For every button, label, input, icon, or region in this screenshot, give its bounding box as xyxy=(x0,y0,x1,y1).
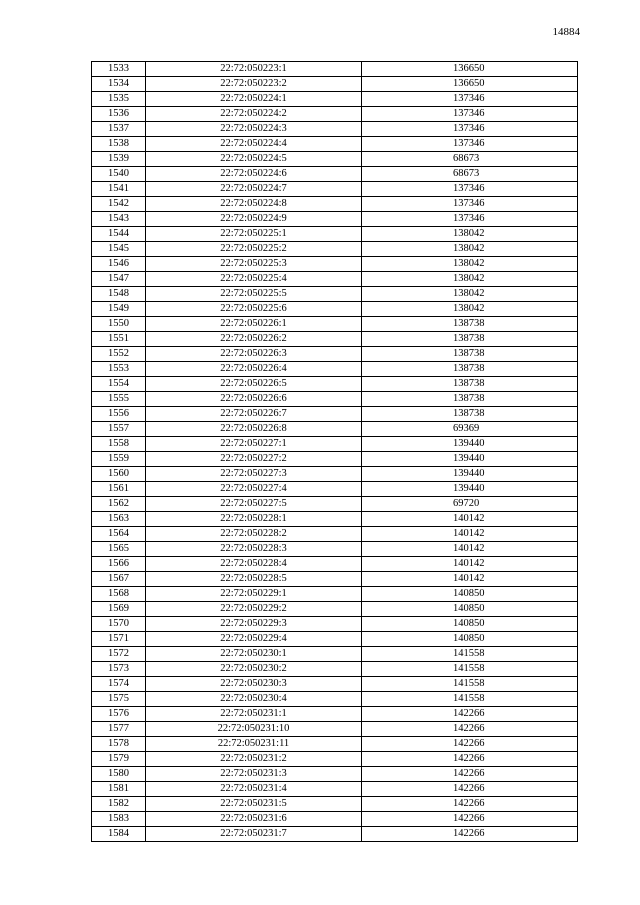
value-cell: 142266 xyxy=(362,752,578,767)
table-row xyxy=(92,122,578,137)
value-cell: 140850 xyxy=(362,587,578,602)
row-number-cell: 1582 xyxy=(92,797,146,812)
row-number-cell: 1567 xyxy=(92,572,146,587)
cadastral-number-cell: 22:72:050226:8 xyxy=(146,422,362,437)
row-number-cell: 1544 xyxy=(92,227,146,242)
value-cell: 69720 xyxy=(362,497,578,512)
row-number-cell: 1548 xyxy=(92,287,146,302)
row-number-cell: 1560 xyxy=(92,467,146,482)
row-number-cell: 1535 xyxy=(92,92,146,107)
table-row xyxy=(92,272,578,287)
table-row xyxy=(92,662,578,677)
table-row xyxy=(92,152,578,167)
cadastral-number-cell: 22:72:050230:4 xyxy=(146,692,362,707)
value-cell: 139440 xyxy=(362,437,578,452)
table-row xyxy=(92,482,578,497)
table-row xyxy=(92,692,578,707)
cadastral-number-cell: 22:72:050228:3 xyxy=(146,542,362,557)
table-row xyxy=(92,257,578,272)
row-number-cell: 1538 xyxy=(92,137,146,152)
value-cell: 138738 xyxy=(362,392,578,407)
cadastral-number-cell: 22:72:050226:5 xyxy=(146,377,362,392)
cadastral-number-cell: 22:72:050225:1 xyxy=(146,227,362,242)
table-row xyxy=(92,347,578,362)
value-cell: 138738 xyxy=(362,317,578,332)
table-row xyxy=(92,317,578,332)
table-row xyxy=(92,542,578,557)
cadastral-number-cell: 22:72:050229:4 xyxy=(146,632,362,647)
table-row xyxy=(92,722,578,737)
row-number-cell: 1565 xyxy=(92,542,146,557)
table-row xyxy=(92,422,578,437)
row-number-cell: 1570 xyxy=(92,617,146,632)
cadastral-number-cell: 22:72:050227:1 xyxy=(146,437,362,452)
table-row xyxy=(92,392,578,407)
value-cell: 142266 xyxy=(362,737,578,752)
cadastral-number-cell: 22:72:050231:6 xyxy=(146,812,362,827)
value-cell: 137346 xyxy=(362,212,578,227)
table-row xyxy=(92,797,578,812)
row-number-cell: 1573 xyxy=(92,662,146,677)
value-cell: 142266 xyxy=(362,782,578,797)
row-number-cell: 1577 xyxy=(92,722,146,737)
row-number-cell: 1566 xyxy=(92,557,146,572)
table-row xyxy=(92,377,578,392)
cadastral-number-cell: 22:72:050228:4 xyxy=(146,557,362,572)
cadastral-number-cell: 22:72:050226:6 xyxy=(146,392,362,407)
value-cell: 137346 xyxy=(362,137,578,152)
table-row xyxy=(92,752,578,767)
row-number-cell: 1554 xyxy=(92,377,146,392)
cadastral-number-cell: 22:72:050225:4 xyxy=(146,272,362,287)
cadastral-number-cell: 22:72:050224:7 xyxy=(146,182,362,197)
cadastral-number-cell: 22:72:050227:2 xyxy=(146,452,362,467)
row-number-cell: 1578 xyxy=(92,737,146,752)
row-number-cell: 1583 xyxy=(92,812,146,827)
row-number-cell: 1540 xyxy=(92,167,146,182)
table-row xyxy=(92,407,578,422)
table-row xyxy=(92,737,578,752)
row-number-cell: 1534 xyxy=(92,77,146,92)
cadastral-number-cell: 22:72:050225:5 xyxy=(146,287,362,302)
row-number-cell: 1558 xyxy=(92,437,146,452)
cadastral-number-cell: 22:72:050224:4 xyxy=(146,137,362,152)
value-cell: 138738 xyxy=(362,377,578,392)
value-cell: 137346 xyxy=(362,92,578,107)
table-row xyxy=(92,137,578,152)
cadastral-number-cell: 22:72:050230:2 xyxy=(146,662,362,677)
table-row xyxy=(92,212,578,227)
value-cell: 137346 xyxy=(362,197,578,212)
row-number-cell: 1551 xyxy=(92,332,146,347)
row-number-cell: 1553 xyxy=(92,362,146,377)
cadastral-number-cell: 22:72:050224:8 xyxy=(146,197,362,212)
cadastral-number-cell: 22:72:050227:5 xyxy=(146,497,362,512)
row-number-cell: 1563 xyxy=(92,512,146,527)
cadastral-number-cell: 22:72:050224:5 xyxy=(146,152,362,167)
row-number-cell: 1556 xyxy=(92,407,146,422)
value-cell: 139440 xyxy=(362,467,578,482)
table-row xyxy=(92,467,578,482)
cadastral-number-cell: 22:72:050231:2 xyxy=(146,752,362,767)
cadastral-number-cell: 22:72:050231:1 xyxy=(146,707,362,722)
value-cell: 140142 xyxy=(362,572,578,587)
value-cell: 141558 xyxy=(362,647,578,662)
row-number-cell: 1546 xyxy=(92,257,146,272)
value-cell: 138042 xyxy=(362,302,578,317)
table-row xyxy=(92,362,578,377)
value-cell: 68673 xyxy=(362,167,578,182)
row-number-cell: 1533 xyxy=(92,62,146,77)
cadastral-number-cell: 22:72:050228:1 xyxy=(146,512,362,527)
value-cell: 136650 xyxy=(362,62,578,77)
row-number-cell: 1545 xyxy=(92,242,146,257)
value-cell: 140142 xyxy=(362,542,578,557)
cadastral-number-cell: 22:72:050224:1 xyxy=(146,92,362,107)
row-number-cell: 1541 xyxy=(92,182,146,197)
cadastral-number-cell: 22:72:050224:9 xyxy=(146,212,362,227)
value-cell: 140850 xyxy=(362,617,578,632)
value-cell: 138042 xyxy=(362,242,578,257)
row-number-cell: 1547 xyxy=(92,272,146,287)
value-cell: 142266 xyxy=(362,767,578,782)
value-cell: 137346 xyxy=(362,107,578,122)
cadastral-number-cell: 22:72:050230:3 xyxy=(146,677,362,692)
row-number-cell: 1568 xyxy=(92,587,146,602)
table-row xyxy=(92,602,578,617)
table-row xyxy=(92,332,578,347)
cadastral-number-cell: 22:72:050231:11 xyxy=(146,737,362,752)
table-row xyxy=(92,557,578,572)
cadastral-number-cell: 22:72:050225:2 xyxy=(146,242,362,257)
value-cell: 138738 xyxy=(362,347,578,362)
table-row xyxy=(92,812,578,827)
table-row xyxy=(92,287,578,302)
value-cell: 138738 xyxy=(362,407,578,422)
cadastral-number-cell: 22:72:050224:6 xyxy=(146,167,362,182)
cadastral-number-cell: 22:72:050224:3 xyxy=(146,122,362,137)
row-number-cell: 1584 xyxy=(92,827,146,842)
cadastral-number-cell: 22:72:050229:1 xyxy=(146,587,362,602)
table-row xyxy=(92,452,578,467)
row-number-cell: 1542 xyxy=(92,197,146,212)
value-cell: 137346 xyxy=(362,122,578,137)
value-cell: 69369 xyxy=(362,422,578,437)
value-cell: 140142 xyxy=(362,557,578,572)
row-number-cell: 1576 xyxy=(92,707,146,722)
table-row xyxy=(92,587,578,602)
table-row xyxy=(92,572,578,587)
row-number-cell: 1574 xyxy=(92,677,146,692)
value-cell: 140142 xyxy=(362,527,578,542)
row-number-cell: 1572 xyxy=(92,647,146,662)
data-table xyxy=(91,61,578,842)
cadastral-number-cell: 22:72:050231:7 xyxy=(146,827,362,842)
table-row xyxy=(92,512,578,527)
table-row xyxy=(92,782,578,797)
value-cell: 138042 xyxy=(362,227,578,242)
table-row xyxy=(92,167,578,182)
table-row xyxy=(92,497,578,512)
row-number-cell: 1543 xyxy=(92,212,146,227)
row-number-cell: 1552 xyxy=(92,347,146,362)
table-row xyxy=(92,617,578,632)
cadastral-number-cell: 22:72:050226:4 xyxy=(146,362,362,377)
value-cell: 140142 xyxy=(362,512,578,527)
cadastral-number-cell: 22:72:050227:3 xyxy=(146,467,362,482)
cadastral-number-cell: 22:72:050231:10 xyxy=(146,722,362,737)
cadastral-number-cell: 22:72:050228:2 xyxy=(146,527,362,542)
cadastral-number-cell: 22:72:050223:2 xyxy=(146,77,362,92)
table-row xyxy=(92,632,578,647)
table-row xyxy=(92,197,578,212)
row-number-cell: 1569 xyxy=(92,602,146,617)
cadastral-number-cell: 22:72:050226:7 xyxy=(146,407,362,422)
page-number: 14884 xyxy=(552,26,580,38)
row-number-cell: 1536 xyxy=(92,107,146,122)
cadastral-number-cell: 22:72:050226:2 xyxy=(146,332,362,347)
value-cell: 136650 xyxy=(362,77,578,92)
table-row xyxy=(92,107,578,122)
row-number-cell: 1562 xyxy=(92,497,146,512)
value-cell: 139440 xyxy=(362,452,578,467)
value-cell: 141558 xyxy=(362,662,578,677)
table-row xyxy=(92,227,578,242)
cadastral-number-cell: 22:72:050231:3 xyxy=(146,767,362,782)
value-cell: 140850 xyxy=(362,632,578,647)
row-number-cell: 1559 xyxy=(92,452,146,467)
row-number-cell: 1571 xyxy=(92,632,146,647)
cadastral-number-cell: 22:72:050229:2 xyxy=(146,602,362,617)
cadastral-number-cell: 22:72:050231:5 xyxy=(146,797,362,812)
table-row xyxy=(92,62,578,77)
row-number-cell: 1561 xyxy=(92,482,146,497)
cadastral-number-cell: 22:72:050229:3 xyxy=(146,617,362,632)
value-cell: 138042 xyxy=(362,287,578,302)
value-cell: 138738 xyxy=(362,362,578,377)
value-cell: 140850 xyxy=(362,602,578,617)
cadastral-number-cell: 22:72:050228:5 xyxy=(146,572,362,587)
row-number-cell: 1564 xyxy=(92,527,146,542)
table-row xyxy=(92,242,578,257)
value-cell: 142266 xyxy=(362,812,578,827)
value-cell: 141558 xyxy=(362,692,578,707)
row-number-cell: 1581 xyxy=(92,782,146,797)
table-row xyxy=(92,527,578,542)
row-number-cell: 1580 xyxy=(92,767,146,782)
row-number-cell: 1575 xyxy=(92,692,146,707)
table-row xyxy=(92,77,578,92)
table-row xyxy=(92,92,578,107)
value-cell: 142266 xyxy=(362,722,578,737)
cadastral-number-cell: 22:72:050223:1 xyxy=(146,62,362,77)
value-cell: 138738 xyxy=(362,332,578,347)
row-number-cell: 1557 xyxy=(92,422,146,437)
cadastral-number-cell: 22:72:050224:2 xyxy=(146,107,362,122)
table-row xyxy=(92,437,578,452)
value-cell: 142266 xyxy=(362,827,578,842)
cadastral-number-cell: 22:72:050227:4 xyxy=(146,482,362,497)
value-cell: 138042 xyxy=(362,257,578,272)
row-number-cell: 1579 xyxy=(92,752,146,767)
table-row xyxy=(92,677,578,692)
table-row xyxy=(92,767,578,782)
cadastral-number-cell: 22:72:050226:1 xyxy=(146,317,362,332)
value-cell: 139440 xyxy=(362,482,578,497)
table-row xyxy=(92,827,578,842)
row-number-cell: 1549 xyxy=(92,302,146,317)
cadastral-number-cell: 22:72:050231:4 xyxy=(146,782,362,797)
cadastral-number-cell: 22:72:050230:1 xyxy=(146,647,362,662)
row-number-cell: 1539 xyxy=(92,152,146,167)
value-cell: 141558 xyxy=(362,677,578,692)
value-cell: 142266 xyxy=(362,797,578,812)
row-number-cell: 1555 xyxy=(92,392,146,407)
row-number-cell: 1537 xyxy=(92,122,146,137)
table-row xyxy=(92,647,578,662)
table-row xyxy=(92,707,578,722)
value-cell: 68673 xyxy=(362,152,578,167)
cadastral-number-cell: 22:72:050226:3 xyxy=(146,347,362,362)
cadastral-number-cell: 22:72:050225:6 xyxy=(146,302,362,317)
row-number-cell: 1550 xyxy=(92,317,146,332)
value-cell: 137346 xyxy=(362,182,578,197)
table-row xyxy=(92,302,578,317)
table-body xyxy=(92,62,578,842)
value-cell: 142266 xyxy=(362,707,578,722)
table-row xyxy=(92,182,578,197)
value-cell: 138042 xyxy=(362,272,578,287)
cadastral-number-cell: 22:72:050225:3 xyxy=(146,257,362,272)
